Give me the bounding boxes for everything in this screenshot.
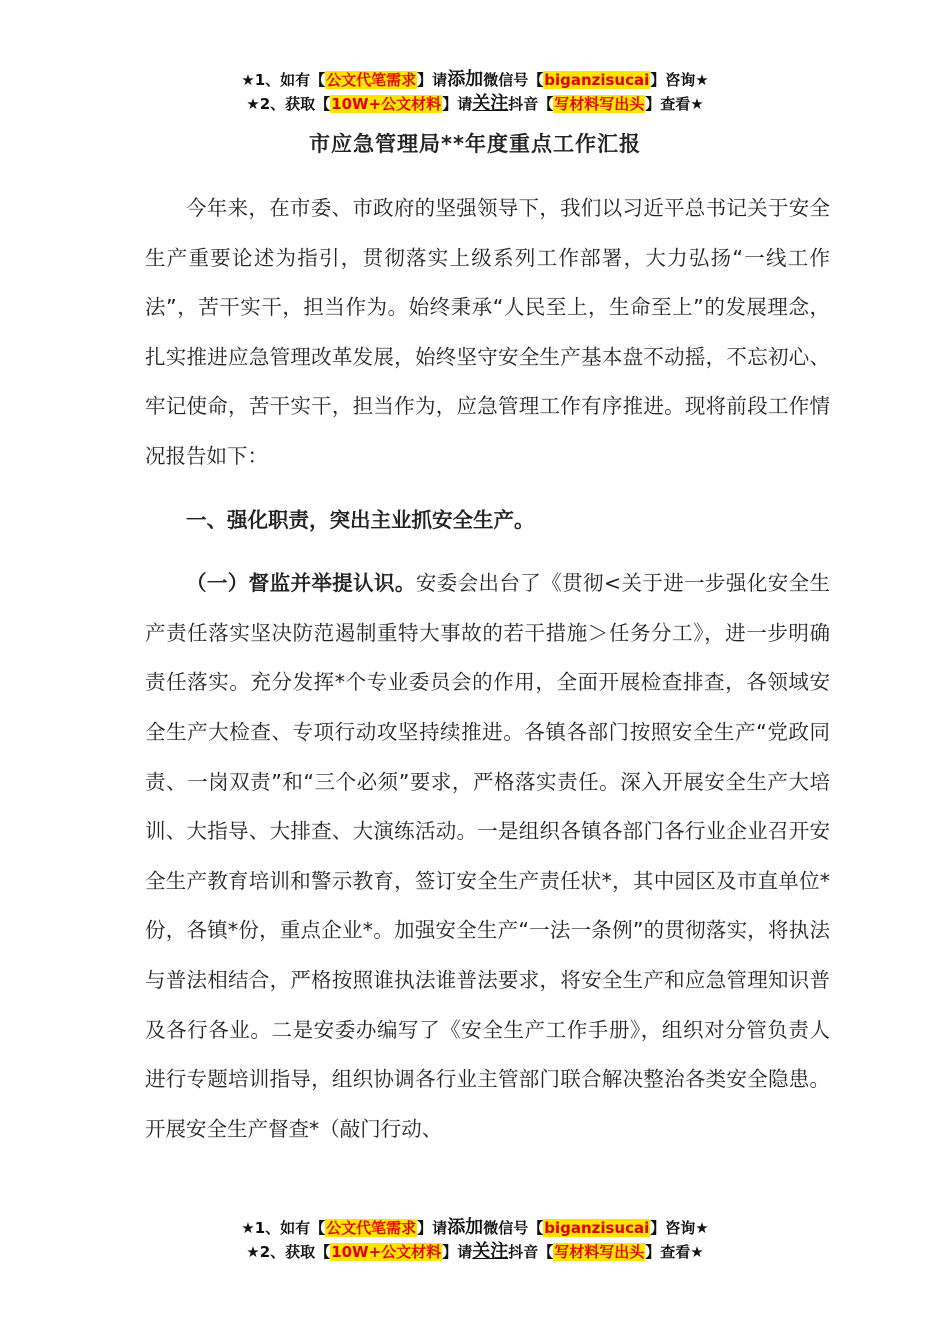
- document-title: 市应急管理局**年度重点工作汇报: [309, 132, 641, 156]
- promo-text: 微信号【: [483, 71, 544, 89]
- promo-text: 】查看: [645, 1243, 691, 1261]
- star-icon: ★: [695, 71, 709, 89]
- promo-text: 】查看: [645, 95, 691, 113]
- star-icon: ★: [241, 71, 255, 89]
- promo-text: 】咨询: [650, 1219, 696, 1237]
- highlight-douyin: 写材料写出头: [554, 1243, 645, 1261]
- star-icon: ★: [695, 1219, 709, 1237]
- highlight-materials: 10W+公文材料: [331, 95, 442, 113]
- promo-text: 微信号【: [483, 1219, 544, 1237]
- subsection-label: （一）督监并举提认识。: [186, 571, 416, 596]
- promo-emphasis: 关注: [472, 1241, 509, 1262]
- promo-banner-bottom: [0, 1216, 950, 1264]
- promo-text: 】请: [417, 71, 448, 89]
- promo-emphasis: 添加: [447, 69, 484, 90]
- intro-paragraph: 今年来，在市委、市政府的坚强领导下，我们以习近平总书记关于安全生产重要论述为指引，贯彻落实上级系列工作部署，大力弘扬“一线工作法”，苦干实干，担当作为。始终秉承“人民至上，生命至上”的发展理念，扎实推进应急管理改革发展，始终坚守安全生产基本盘不动摇，不忘初心、牢记使命，苦干实干，担当作为，应急管理工作有序推进。现将前段工作情况报告如下：: [145, 196, 830, 468]
- promo-line-2: [0, 92, 950, 116]
- promo-text: 2、获取【: [259, 1243, 331, 1261]
- star-icon: ★: [690, 1243, 704, 1261]
- star-icon: ★: [246, 95, 260, 113]
- promo-text: 2、获取【: [259, 95, 331, 113]
- promo-emphasis: 添加: [447, 1217, 484, 1238]
- highlight-materials: 10W+公文材料: [331, 1243, 442, 1261]
- promo-emphasis: 关注: [472, 93, 509, 114]
- subsection-text: 安委会出台了《贯彻<关于进一步强化安全生产责任落实坚决防范遏制重特大事故的若干措施＞任务分工》，进一步明确责任落实。充分发挥*个专业委员会的作用，全面开展检查排查，各领域安全生产大检查、专项行动攻坚持续推进。各镇各部门按照安全生产“党政同责、一岗双责”和“三个必须”要求，严格落实责任。深入开展安全生产大培训、大指导、大排查、大演练活动。一是组织各镇各部门各行业企业召开安全生产教育培训和警示教育，签订安全生产责任状*，其中园区及市直单位*份，各镇*份，重点企业*。加强安全生产“一法一条例”的贯彻落实，将执法与普法相结合，严格按照谁执法谁普法要求，将安全生产和应急管理知识普及各行各业。二是安委办编写了《安全生产工作手册》，组织对分管负责人进行专题培训指导，组织协调各行业主管部门联合解决整治各类安全隐患。开展安全生产督查*（敲门行动、: [145, 571, 831, 1141]
- promo-line-1: [0, 1216, 950, 1240]
- promo-text: 1、如有【: [254, 1219, 326, 1237]
- promo-text: 抖音【: [508, 95, 554, 113]
- promo-text: 抖音【: [508, 1243, 554, 1261]
- star-icon: ★: [690, 95, 704, 113]
- highlight-douyin: 写材料写出头: [554, 95, 645, 113]
- promo-line-1: [0, 68, 950, 92]
- star-icon: ★: [246, 1243, 260, 1261]
- star-icon: ★: [241, 1219, 255, 1237]
- promo-line-2: [0, 1240, 950, 1264]
- promo-text: 】咨询: [650, 71, 696, 89]
- highlight-service: 公文代笔需求: [326, 1219, 417, 1237]
- promo-text: 1、如有【: [254, 71, 326, 89]
- promo-text: 】请: [442, 95, 473, 113]
- subsection-paragraph: [145, 559, 830, 1154]
- highlight-service: 公文代笔需求: [326, 71, 417, 89]
- section-heading: 一、强化职责，突出主业抓安全生产。: [186, 507, 535, 532]
- promo-text: 】请: [442, 1243, 473, 1261]
- promo-banner-top: [0, 68, 950, 116]
- highlight-wechat-id: biganzisucai: [544, 71, 650, 89]
- highlight-wechat-id: biganzisucai: [544, 1219, 650, 1237]
- promo-text: 】请: [417, 1219, 448, 1237]
- document-body: [145, 184, 830, 1154]
